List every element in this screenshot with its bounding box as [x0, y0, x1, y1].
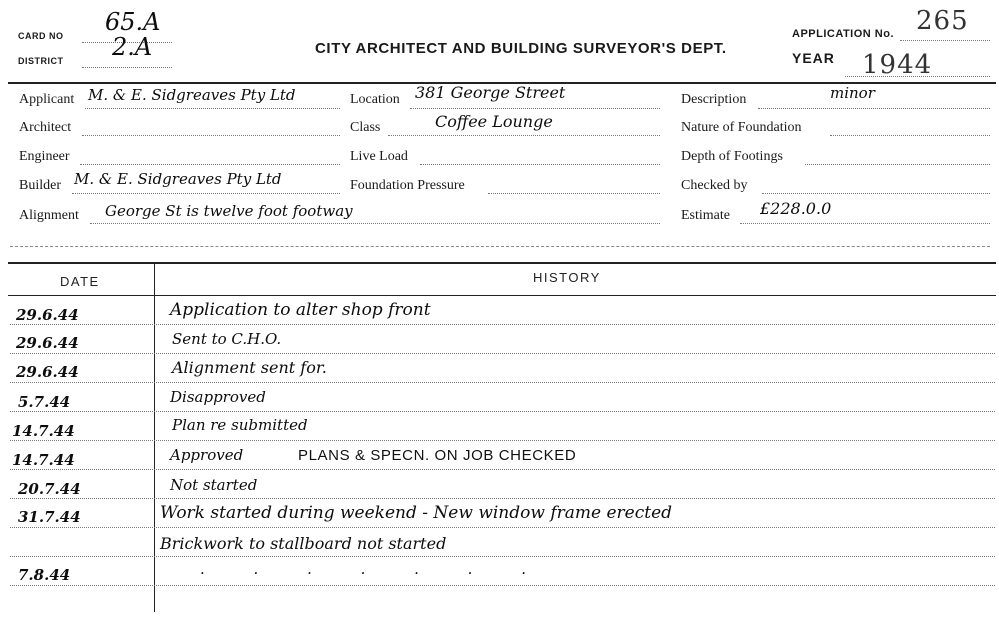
alignment-label: Alignment [19, 208, 79, 223]
date-column-header: DATE [60, 274, 100, 289]
applicant-label: Applicant [19, 92, 75, 107]
row-date: 29.6.44 [16, 334, 79, 352]
engineer-label: Engineer [19, 149, 70, 164]
builder-label: Builder [19, 178, 61, 193]
district-label: DISTRICT [18, 56, 64, 66]
estimate-value: £228.0.0 [760, 199, 832, 218]
class-value: Coffee Lounge [435, 112, 553, 131]
alignment-value: George St is twelve foot footway [105, 202, 353, 220]
description-label: Description [681, 92, 747, 107]
description-value: minor [830, 84, 875, 102]
row-date: 29.6.44 [16, 306, 79, 324]
checked-by-label: Checked by [681, 178, 748, 193]
row-text: Sent to C.H.O. [172, 330, 282, 348]
application-label: APPLICATION No. [792, 28, 895, 40]
row-date: 29.6.44 [16, 363, 79, 381]
builder-value: M. & E. Sidgreaves Pty Ltd [74, 170, 282, 188]
foundation-pressure-label: Foundation Pressure [350, 178, 465, 193]
department-title: CITY ARCHITECT AND BUILDING SURVEYOR'S DEPT. [315, 40, 727, 57]
estimate-label: Estimate [681, 208, 730, 223]
history-column-header: HISTORY [533, 270, 601, 285]
architect-label: Architect [19, 120, 72, 135]
class-label: Class [350, 120, 381, 135]
row-text: Brickwork to stallboard not started [160, 534, 447, 553]
row-text: Application to alter shop front [170, 300, 431, 320]
card-no-label: CARD NO [18, 31, 64, 41]
live-load-label: Live Load [350, 149, 408, 164]
row-date: 14.7.44 [12, 422, 75, 440]
row-text: Work started during weekend - New window frame erected [160, 503, 673, 523]
row-date: 5.7.44 [18, 393, 71, 411]
location-label: Location [350, 92, 400, 107]
row-text: . . . . . . . [200, 560, 548, 578]
depth-of-footings-label: Depth of Footings [681, 149, 783, 164]
applicant-value: M. & E. Sidgreaves Pty Ltd [88, 86, 296, 104]
district-value: 2.A [112, 33, 153, 61]
location-value: 381 George Street [415, 83, 566, 102]
row-text: Disapproved [170, 388, 266, 406]
year-value: 1944 [862, 50, 933, 80]
nature-of-foundation-label: Nature of Foundation [681, 120, 802, 135]
row-text: Approved [170, 446, 244, 464]
row-date: 31.7.44 [18, 508, 81, 526]
row-date: 7.8.44 [18, 566, 71, 584]
row-text: Not started [170, 476, 258, 494]
application-number: 265 [916, 6, 969, 36]
year-label: YEAR [792, 50, 835, 66]
checked-stamp: PLANS & SPECN. ON JOB CHECKED [298, 447, 577, 464]
row-text: Alignment sent for. [172, 358, 327, 377]
row-date: 14.7.44 [12, 451, 75, 469]
card-no-value: 65.A [105, 8, 161, 36]
row-date: 20.7.44 [18, 480, 81, 498]
row-text: Plan re submitted [172, 416, 308, 434]
